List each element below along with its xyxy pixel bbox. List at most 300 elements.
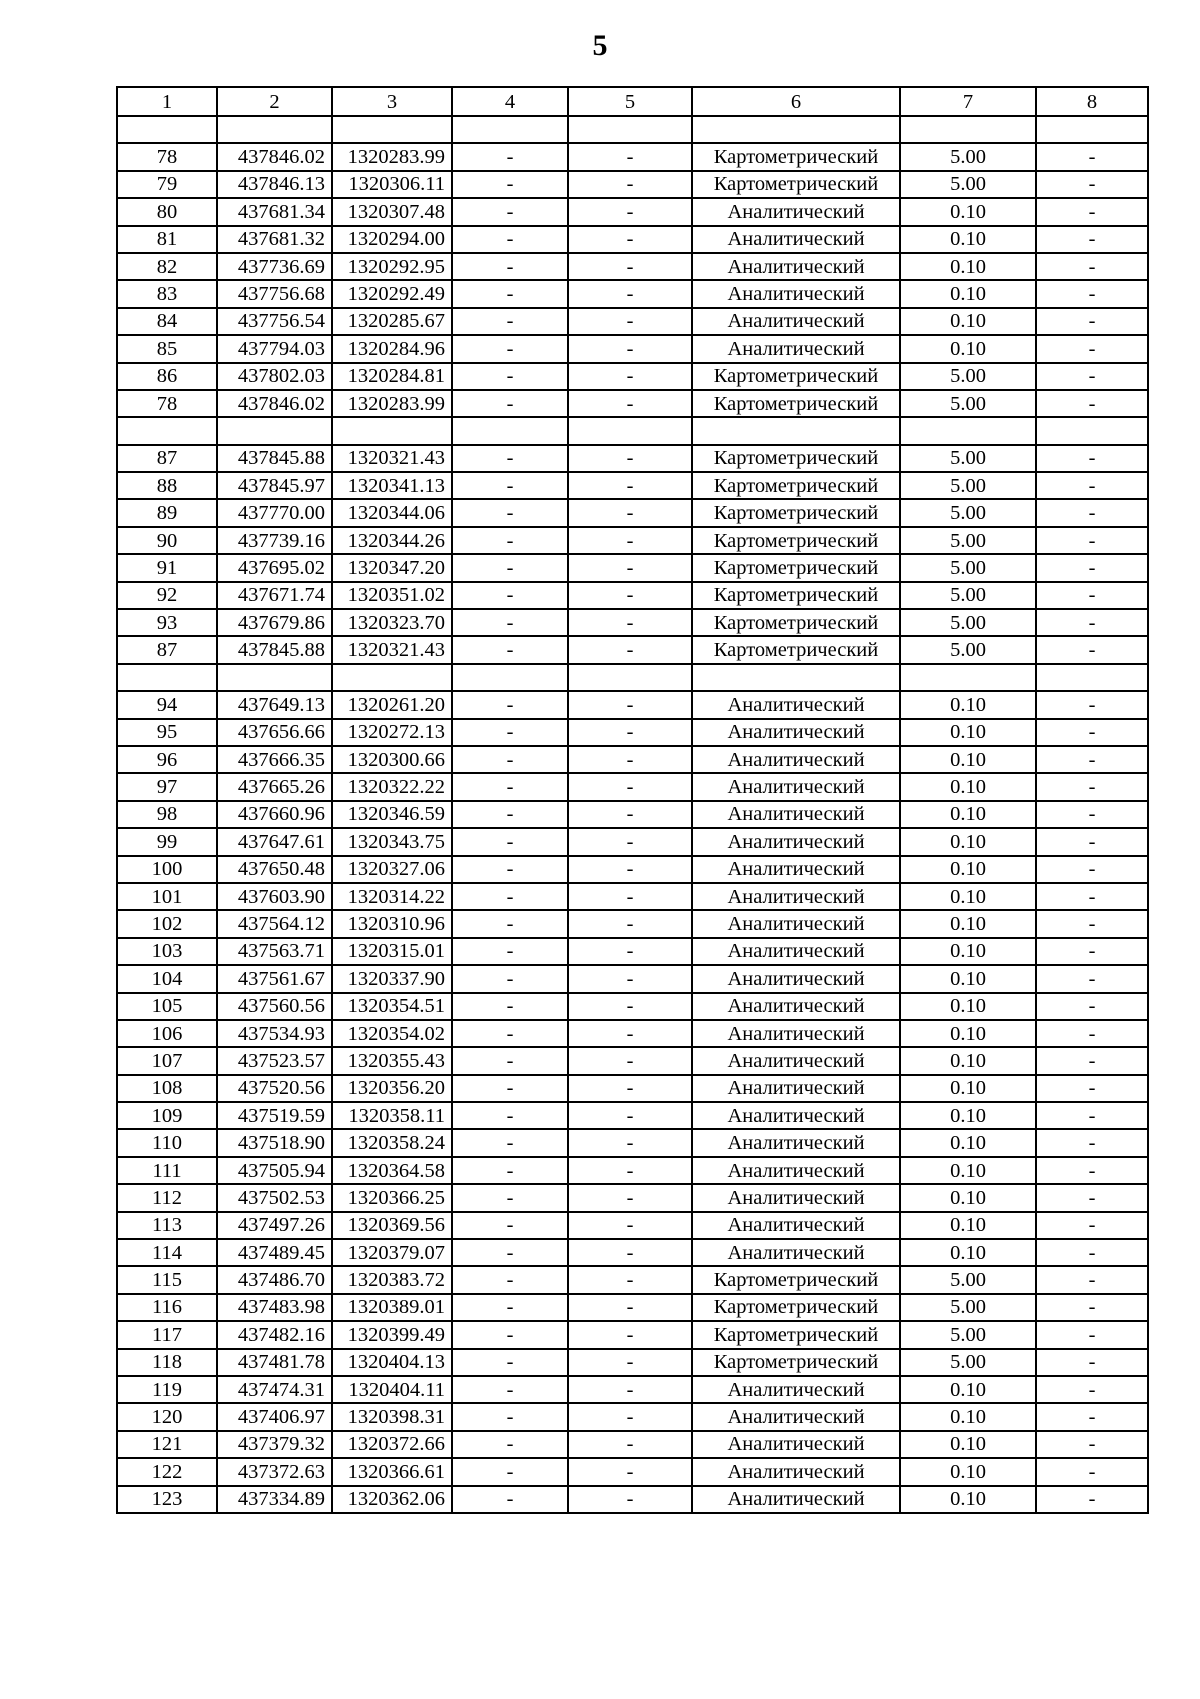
col-5-cell: -	[568, 1047, 692, 1074]
col-8-cell: -	[1036, 1403, 1148, 1430]
coord-x-cell: 437481.78	[217, 1349, 332, 1376]
precision-cell: 0.10	[900, 883, 1036, 910]
col-8-cell: -	[1036, 1239, 1148, 1266]
method-cell: Аналитический	[692, 691, 900, 718]
empty-cell	[452, 417, 568, 444]
point-number-cell: 105	[117, 993, 217, 1020]
point-number-cell: 81	[117, 226, 217, 253]
table-row	[117, 143, 1148, 170]
coord-x-cell: 437665.26	[217, 773, 332, 800]
col-8-cell: -	[1036, 910, 1148, 937]
coord-x-cell: 437660.96	[217, 801, 332, 828]
coord-y-cell: 1320272.13	[332, 719, 452, 746]
coord-x-cell: 437520.56	[217, 1075, 332, 1102]
col-4-cell: -	[452, 1075, 568, 1102]
coord-x-cell: 437846.02	[217, 143, 332, 170]
coord-y-cell: 1320300.66	[332, 746, 452, 773]
col-5-cell: -	[568, 1486, 692, 1513]
precision-cell: 0.10	[900, 1047, 1036, 1074]
coord-y-cell: 1320306.11	[332, 171, 452, 198]
coord-y-cell: 1320283.99	[332, 143, 452, 170]
coord-x-cell: 437518.90	[217, 1129, 332, 1156]
col-5-cell: -	[568, 198, 692, 225]
precision-cell: 5.00	[900, 609, 1036, 636]
col-8-cell: -	[1036, 1458, 1148, 1485]
method-cell: Картометрический	[692, 1321, 900, 1348]
col-4-cell: -	[452, 828, 568, 855]
table-row	[117, 1431, 1148, 1458]
col-8-cell: -	[1036, 363, 1148, 390]
point-number-cell: 87	[117, 636, 217, 663]
col-4-cell: -	[452, 1458, 568, 1485]
point-number-cell: 79	[117, 171, 217, 198]
col-4-cell: -	[452, 1239, 568, 1266]
method-cell: Аналитический	[692, 335, 900, 362]
precision-cell: 0.10	[900, 1376, 1036, 1403]
point-number-cell: 88	[117, 472, 217, 499]
table-row	[117, 1157, 1148, 1184]
col-5-cell: -	[568, 1157, 692, 1184]
precision-cell: 0.10	[900, 801, 1036, 828]
coord-y-cell: 1320283.99	[332, 390, 452, 417]
table-row	[117, 1458, 1148, 1485]
col-5-cell: -	[568, 801, 692, 828]
col-4-cell: -	[452, 719, 568, 746]
table-row	[117, 1403, 1148, 1430]
col-8-cell: -	[1036, 171, 1148, 198]
coord-x-cell: 437756.68	[217, 280, 332, 307]
col-5-cell: -	[568, 472, 692, 499]
table-row	[117, 691, 1148, 718]
precision-cell: 0.10	[900, 335, 1036, 362]
precision-cell: 5.00	[900, 472, 1036, 499]
col-4-cell: -	[452, 1431, 568, 1458]
coord-y-cell: 1320347.20	[332, 554, 452, 581]
table-row	[117, 938, 1148, 965]
table-row	[117, 554, 1148, 581]
col-4-cell: -	[452, 801, 568, 828]
column-header: 1	[117, 87, 217, 116]
col-4-cell: -	[452, 1403, 568, 1430]
precision-cell: 5.00	[900, 582, 1036, 609]
separator-row	[117, 417, 1148, 444]
empty-cell	[117, 664, 217, 691]
table-row	[117, 1102, 1148, 1129]
empty-cell	[332, 417, 452, 444]
col-5-cell: -	[568, 1321, 692, 1348]
coord-x-cell: 437372.63	[217, 1458, 332, 1485]
precision-cell: 0.10	[900, 938, 1036, 965]
coord-x-cell: 437482.16	[217, 1321, 332, 1348]
col-5-cell: -	[568, 1294, 692, 1321]
col-4-cell: -	[452, 171, 568, 198]
col-4-cell: -	[452, 856, 568, 883]
point-number-cell: 95	[117, 719, 217, 746]
col-8-cell: -	[1036, 335, 1148, 362]
col-5-cell: -	[568, 828, 692, 855]
method-cell: Картометрический	[692, 445, 900, 472]
empty-cell	[1036, 116, 1148, 143]
col-5-cell: -	[568, 280, 692, 307]
precision-cell: 0.10	[900, 198, 1036, 225]
coord-x-cell: 437739.16	[217, 527, 332, 554]
col-8-cell: -	[1036, 280, 1148, 307]
table-row	[117, 993, 1148, 1020]
table-row	[117, 1266, 1148, 1293]
method-cell: Картометрический	[692, 363, 900, 390]
precision-cell: 0.10	[900, 993, 1036, 1020]
coord-y-cell: 1320346.59	[332, 801, 452, 828]
method-cell: Картометрический	[692, 499, 900, 526]
coord-y-cell: 1320404.11	[332, 1376, 452, 1403]
point-number-cell: 109	[117, 1102, 217, 1129]
coord-x-cell: 437770.00	[217, 499, 332, 526]
col-4-cell: -	[452, 1157, 568, 1184]
point-number-cell: 108	[117, 1075, 217, 1102]
column-header: 3	[332, 87, 452, 116]
table-row	[117, 226, 1148, 253]
column-header: 5	[568, 87, 692, 116]
col-4-cell: -	[452, 445, 568, 472]
empty-cell	[217, 664, 332, 691]
col-8-cell: -	[1036, 993, 1148, 1020]
point-number-cell: 97	[117, 773, 217, 800]
method-cell: Аналитический	[692, 1212, 900, 1239]
method-cell: Картометрический	[692, 1349, 900, 1376]
col-4-cell: -	[452, 1047, 568, 1074]
coord-x-cell: 437649.13	[217, 691, 332, 718]
page-number: 5	[592, 29, 608, 62]
coord-y-cell: 1320354.02	[332, 1020, 452, 1047]
point-number-cell: 120	[117, 1403, 217, 1430]
coord-y-cell: 1320344.06	[332, 499, 452, 526]
table-row	[117, 1239, 1148, 1266]
coord-y-cell: 1320356.20	[332, 1075, 452, 1102]
coord-y-cell: 1320372.66	[332, 1431, 452, 1458]
table-row	[117, 1075, 1148, 1102]
precision-cell: 5.00	[900, 171, 1036, 198]
col-8-cell: -	[1036, 253, 1148, 280]
coord-y-cell: 1320321.43	[332, 445, 452, 472]
precision-cell: 0.10	[900, 965, 1036, 992]
coord-y-cell: 1320284.96	[332, 335, 452, 362]
separator-row	[117, 116, 1148, 143]
method-cell: Аналитический	[692, 1431, 900, 1458]
point-number-cell: 99	[117, 828, 217, 855]
precision-cell: 0.10	[900, 856, 1036, 883]
coord-x-cell: 437486.70	[217, 1266, 332, 1293]
method-cell: Картометрический	[692, 636, 900, 663]
empty-cell	[452, 116, 568, 143]
coord-x-cell: 437681.32	[217, 226, 332, 253]
precision-cell: 5.00	[900, 1321, 1036, 1348]
col-8-cell: -	[1036, 1102, 1148, 1129]
empty-cell	[568, 417, 692, 444]
precision-cell: 0.10	[900, 691, 1036, 718]
precision-cell: 0.10	[900, 746, 1036, 773]
point-number-cell: 80	[117, 198, 217, 225]
coord-x-cell: 437497.26	[217, 1212, 332, 1239]
coord-x-cell: 437794.03	[217, 335, 332, 362]
coord-x-cell: 437561.67	[217, 965, 332, 992]
col-4-cell: -	[452, 554, 568, 581]
empty-cell	[332, 116, 452, 143]
col-4-cell: -	[452, 746, 568, 773]
coord-y-cell: 1320389.01	[332, 1294, 452, 1321]
point-number-cell: 111	[117, 1157, 217, 1184]
precision-cell: 0.10	[900, 1431, 1036, 1458]
col-8-cell: -	[1036, 1376, 1148, 1403]
col-4-cell: -	[452, 226, 568, 253]
coord-y-cell: 1320292.95	[332, 253, 452, 280]
col-4-cell: -	[452, 1129, 568, 1156]
precision-cell: 0.10	[900, 1020, 1036, 1047]
table-row	[117, 719, 1148, 746]
col-4-cell: -	[452, 143, 568, 170]
point-number-cell: 90	[117, 527, 217, 554]
coord-y-cell: 1320322.22	[332, 773, 452, 800]
coord-x-cell: 437845.97	[217, 472, 332, 499]
precision-cell: 0.10	[900, 1184, 1036, 1211]
col-8-cell: -	[1036, 1212, 1148, 1239]
table-row	[117, 773, 1148, 800]
point-number-cell: 91	[117, 554, 217, 581]
col-5-cell: -	[568, 636, 692, 663]
col-4-cell: -	[452, 1294, 568, 1321]
point-number-cell: 93	[117, 609, 217, 636]
col-4-cell: -	[452, 965, 568, 992]
method-cell: Картометрический	[692, 609, 900, 636]
col-5-cell: -	[568, 582, 692, 609]
point-number-cell: 106	[117, 1020, 217, 1047]
column-header: 4	[452, 87, 568, 116]
precision-cell: 5.00	[900, 636, 1036, 663]
coord-x-cell: 437647.61	[217, 828, 332, 855]
col-8-cell: -	[1036, 1047, 1148, 1074]
table-row	[117, 1184, 1148, 1211]
col-5-cell: -	[568, 965, 692, 992]
coord-x-cell: 437671.74	[217, 582, 332, 609]
coord-y-cell: 1320321.43	[332, 636, 452, 663]
method-cell: Картометрический	[692, 527, 900, 554]
method-cell: Аналитический	[692, 883, 900, 910]
method-cell: Картометрический	[692, 554, 900, 581]
col-8-cell: -	[1036, 746, 1148, 773]
point-number-cell: 110	[117, 1129, 217, 1156]
col-4-cell: -	[452, 363, 568, 390]
precision-cell: 5.00	[900, 527, 1036, 554]
col-8-cell: -	[1036, 198, 1148, 225]
coord-x-cell: 437502.53	[217, 1184, 332, 1211]
table-row	[117, 609, 1148, 636]
coord-x-cell: 437534.93	[217, 1020, 332, 1047]
method-cell: Аналитический	[692, 1376, 900, 1403]
coord-x-cell: 437666.35	[217, 746, 332, 773]
col-5-cell: -	[568, 253, 692, 280]
col-4-cell: -	[452, 1020, 568, 1047]
coord-y-cell: 1320343.75	[332, 828, 452, 855]
col-5-cell: -	[568, 226, 692, 253]
point-number-cell: 118	[117, 1349, 217, 1376]
column-header: 6	[692, 87, 900, 116]
table-row	[117, 171, 1148, 198]
col-8-cell: -	[1036, 965, 1148, 992]
col-5-cell: -	[568, 719, 692, 746]
col-5-cell: -	[568, 1239, 692, 1266]
col-5-cell: -	[568, 938, 692, 965]
col-5-cell: -	[568, 1376, 692, 1403]
table-row	[117, 363, 1148, 390]
method-cell: Аналитический	[692, 1102, 900, 1129]
coord-x-cell: 437736.69	[217, 253, 332, 280]
precision-cell: 0.10	[900, 253, 1036, 280]
col-4-cell: -	[452, 198, 568, 225]
col-5-cell: -	[568, 773, 692, 800]
coord-y-cell: 1320366.25	[332, 1184, 452, 1211]
point-number-cell: 86	[117, 363, 217, 390]
point-number-cell: 102	[117, 910, 217, 937]
table-row	[117, 1486, 1148, 1513]
coord-y-cell: 1320379.07	[332, 1239, 452, 1266]
method-cell: Аналитический	[692, 1157, 900, 1184]
col-8-cell: -	[1036, 1349, 1148, 1376]
coord-y-cell: 1320284.81	[332, 363, 452, 390]
table-row	[117, 472, 1148, 499]
col-4-cell: -	[452, 472, 568, 499]
col-4-cell: -	[452, 499, 568, 526]
col-4-cell: -	[452, 335, 568, 362]
point-number-cell: 96	[117, 746, 217, 773]
col-8-cell: -	[1036, 527, 1148, 554]
coord-y-cell: 1320383.72	[332, 1266, 452, 1293]
col-5-cell: -	[568, 554, 692, 581]
col-8-cell: -	[1036, 445, 1148, 472]
table-row	[117, 198, 1148, 225]
coord-x-cell: 437681.34	[217, 198, 332, 225]
col-8-cell: -	[1036, 719, 1148, 746]
precision-cell: 0.10	[900, 280, 1036, 307]
col-4-cell: -	[452, 527, 568, 554]
method-cell: Картометрический	[692, 143, 900, 170]
table-row	[117, 1047, 1148, 1074]
col-5-cell: -	[568, 1266, 692, 1293]
precision-cell: 5.00	[900, 143, 1036, 170]
point-number-cell: 112	[117, 1184, 217, 1211]
method-cell: Картометрический	[692, 171, 900, 198]
col-4-cell: -	[452, 280, 568, 307]
col-8-cell: -	[1036, 691, 1148, 718]
header-row	[117, 87, 1148, 116]
method-cell: Аналитический	[692, 280, 900, 307]
col-8-cell: -	[1036, 773, 1148, 800]
precision-cell: 5.00	[900, 499, 1036, 526]
method-cell: Аналитический	[692, 1129, 900, 1156]
col-8-cell: -	[1036, 609, 1148, 636]
coord-y-cell: 1320362.06	[332, 1486, 452, 1513]
empty-cell	[332, 664, 452, 691]
coord-x-cell: 437603.90	[217, 883, 332, 910]
table-row	[117, 582, 1148, 609]
precision-cell: 0.10	[900, 1129, 1036, 1156]
method-cell: Аналитический	[692, 1075, 900, 1102]
table-row	[117, 1212, 1148, 1239]
col-5-cell: -	[568, 856, 692, 883]
precision-cell: 0.10	[900, 1403, 1036, 1430]
method-cell: Картометрический	[692, 1266, 900, 1293]
precision-cell: 0.10	[900, 773, 1036, 800]
coord-y-cell: 1320398.31	[332, 1403, 452, 1430]
col-5-cell: -	[568, 363, 692, 390]
table-row	[117, 335, 1148, 362]
point-number-cell: 122	[117, 1458, 217, 1485]
col-5-cell: -	[568, 1349, 692, 1376]
precision-cell: 5.00	[900, 363, 1036, 390]
coord-y-cell: 1320261.20	[332, 691, 452, 718]
table-row	[117, 1020, 1148, 1047]
table-row	[117, 308, 1148, 335]
col-8-cell: -	[1036, 1266, 1148, 1293]
coord-x-cell: 437564.12	[217, 910, 332, 937]
col-8-cell: -	[1036, 143, 1148, 170]
coord-x-cell: 437802.03	[217, 363, 332, 390]
coord-y-cell: 1320337.90	[332, 965, 452, 992]
coord-x-cell: 437563.71	[217, 938, 332, 965]
point-number-cell: 121	[117, 1431, 217, 1458]
col-4-cell: -	[452, 1102, 568, 1129]
method-cell: Картометрический	[692, 1294, 900, 1321]
method-cell: Аналитический	[692, 226, 900, 253]
separator-row	[117, 664, 1148, 691]
coord-y-cell: 1320366.61	[332, 1458, 452, 1485]
point-number-cell: 116	[117, 1294, 217, 1321]
coord-y-cell: 1320354.51	[332, 993, 452, 1020]
empty-cell	[117, 417, 217, 444]
coord-y-cell: 1320344.26	[332, 527, 452, 554]
col-4-cell: -	[452, 390, 568, 417]
col-5-cell: -	[568, 691, 692, 718]
coord-y-cell: 1320355.43	[332, 1047, 452, 1074]
precision-cell: 5.00	[900, 445, 1036, 472]
col-4-cell: -	[452, 308, 568, 335]
col-8-cell: -	[1036, 1129, 1148, 1156]
col-5-cell: -	[568, 143, 692, 170]
point-number-cell: 84	[117, 308, 217, 335]
col-8-cell: -	[1036, 1075, 1148, 1102]
table-row	[117, 280, 1148, 307]
point-number-cell: 107	[117, 1047, 217, 1074]
coord-x-cell: 437845.88	[217, 445, 332, 472]
col-5-cell: -	[568, 390, 692, 417]
table-row	[117, 445, 1148, 472]
col-5-cell: -	[568, 1102, 692, 1129]
col-4-cell: -	[452, 609, 568, 636]
precision-cell: 0.10	[900, 1212, 1036, 1239]
method-cell: Аналитический	[692, 746, 900, 773]
col-5-cell: -	[568, 1129, 692, 1156]
table-row	[117, 527, 1148, 554]
col-5-cell: -	[568, 993, 692, 1020]
method-cell: Аналитический	[692, 801, 900, 828]
col-5-cell: -	[568, 445, 692, 472]
point-number-cell: 100	[117, 856, 217, 883]
coord-x-cell: 437379.32	[217, 1431, 332, 1458]
method-cell: Аналитический	[692, 856, 900, 883]
table-row	[117, 828, 1148, 855]
empty-cell	[452, 664, 568, 691]
col-4-cell: -	[452, 883, 568, 910]
table-row	[117, 965, 1148, 992]
table-row	[117, 910, 1148, 937]
